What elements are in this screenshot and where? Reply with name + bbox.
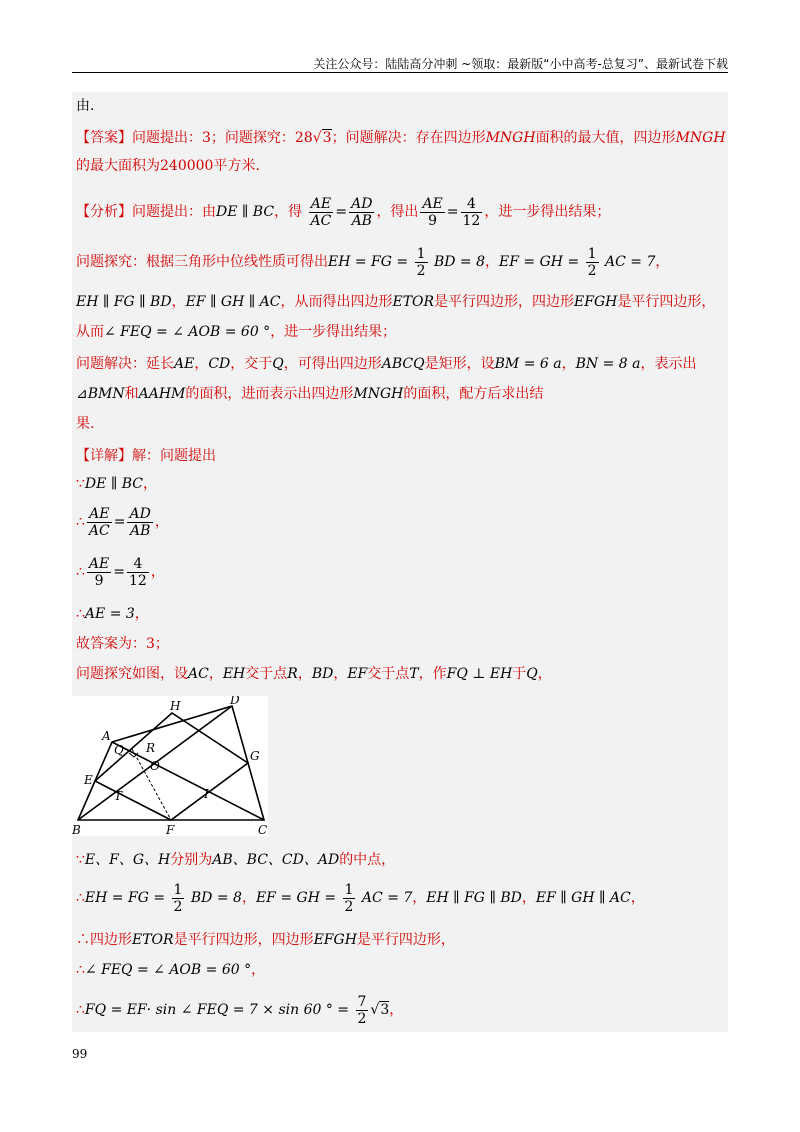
math: AC = 7 [605,254,656,270]
text-line [76,96,94,116]
page-number: 99 [72,1047,88,1061]
label-D: D [230,696,240,707]
math: DE ∥ BC [216,204,275,220]
text: ，得 [274,204,303,220]
analysis-line-3: EH ∥ FG ∥ BD，EF ∥ GH ∥ AC，从而得出四边形ETOR是平行四边形，四边形EFGH是平行四边形， [76,294,716,310]
math: MNGH [485,130,536,146]
analysis-line-7: 果. [76,416,95,432]
label-R: R [146,741,156,755]
detail-line-10: ∴∠ FEQ = ∠ AOB = 60 °， [76,962,266,978]
label-F: F [166,823,175,836]
analysis-line-4: 从而∠ FEQ = ∠ AOB = 60 °，进一步得出结果； [76,324,397,340]
fraction: $\frac{AE}{AC}$ [310,195,332,229]
sqrt-radicand: 3 [322,130,332,146]
label-C: C [258,823,268,836]
detail-line-4: ∴AE = 3， [76,606,149,622]
number: 240000 [160,158,214,174]
analysis-line-2: 问题探究：根据三角形中位线性质可得出EH = FG = $\frac{1}{2}$ BD = 8，EF = GH = $\frac{1}{2}$ AC = 7， [76,245,670,279]
label-O: O [150,759,160,773]
fraction: $\frac{4}{12}$ [462,195,481,229]
detail-heading: 【详解】解：问题提出 [76,448,216,464]
detail-line-9: ∴四边形ETOR是平行四边形，四边形EFGH是平行四边形， [76,932,455,948]
label-I: I [204,787,209,801]
math: MNGH [675,130,726,146]
answer-line [76,128,726,148]
fraction: $\frac{1}{2}$ [587,245,597,279]
header-rule [72,72,728,73]
sqrt-radicand: 3 [380,1002,390,1018]
sqrt-symbol: √ [312,130,322,146]
detail-line-11: ∴FQ = EF· sin ∠ FEQ = 7 × sin 60 ° = $\frac{7}{2}$ √3， [76,993,404,1027]
label-H: H [170,699,181,713]
geometry-diagram [72,696,268,836]
analysis-line-6: ⊿BMN和AAHM的面积，进而表示出四边形MNGH的面积，配方后求出结 [76,386,544,402]
fraction: $\frac{7}{2}$ [357,993,367,1027]
fraction: $\frac{AE}{AC}$ [88,505,110,539]
fraction: $\frac{1}{2}$ [416,245,426,279]
fraction: $\frac{AE}{9}$ [422,195,443,229]
text: 【分析】问题提出：由 [76,204,216,220]
detail-line: ∵DE ∥ BC， [76,476,157,492]
text: ，进一步得出结果； [484,204,611,220]
detail-line-7: ∵E、F、G、H分别为AB、BC、CD、AD的中点， [76,852,396,868]
label-A: A [102,729,111,743]
page-header: 关注公众号：陆陆高分冲刺 ~领取：最新版“小中高考-总复习”、最新试卷下载 [313,57,728,71]
label-E: E [84,773,93,787]
analysis-line: 【分析】问题提出：由DE ∥ BC，得 $\frac{AE}{AC}$ = $\frac{AD}{AB}$ ，得出 $\frac{AE}{9}$ = $\frac{4}{12}$ ，进一步得出结果； [76,195,611,229]
fraction: $\frac{1}{2}$ [344,881,354,915]
sqrt-symbol: √ [370,1002,380,1018]
label-G: G [250,749,260,763]
label-Q: Q [114,743,124,757]
text: 平方米. [213,158,260,174]
text: 的最大面积为 [76,158,160,174]
text: 【答案】问题提出：3；问题探究：28 [76,130,313,146]
answer-line-2 [76,156,260,176]
detail-line-5: 故答案为：3； [76,636,169,652]
analysis-line-5: 问题解决：延长AE，CD，交于Q，可得出四边形ABCQ是矩形，设BM = 6 a，BN = 8 a，表示出 [76,356,697,372]
math: EH = FG = [328,254,409,270]
content-area [72,92,728,1032]
fraction: $\frac{AD}{AB}$ [351,195,373,229]
detail-line-3: ∴ $\frac{AE}{9}$ = $\frac{4}{12}$ ， [76,555,165,589]
quadrilateral-figure [72,696,268,836]
text: ；问题解决：存在四边形 [331,130,486,146]
math: BD = 8 [433,254,486,270]
text: ，得出 [376,204,419,220]
label-B: B [72,823,81,836]
detail-line-8: ∴EH = FG = $\frac{1}{2}$ BD = 8，EF = GH = $\frac{1}{2}$ AC = 7，EH ∥ FG ∥ BD，EF ∥ GH ∥ AC， [76,881,645,915]
fraction: $\frac{1}{2}$ [173,881,183,915]
fraction: $\frac{AE}{9}$ [88,555,110,589]
label-T: T [114,789,123,803]
text: 面积的最大值，四边形 [535,130,676,146]
detail-line-6: 问题探究如图，设AC，EH交于点R，BD，EF交于点T，作FQ ⊥ EH于Q， [76,666,552,682]
fraction: $\frac{AD}{AB}$ [129,505,151,539]
detail-line-2: ∴ $\frac{AE}{AC}$ = $\frac{AD}{AB}$ ， [76,505,169,539]
math: EF = GH = [499,254,580,270]
text: 问题探究：根据三角形中位线性质可得出 [76,254,328,270]
fraction: $\frac{4}{12}$ [129,555,147,589]
text: 由. [76,98,95,114]
